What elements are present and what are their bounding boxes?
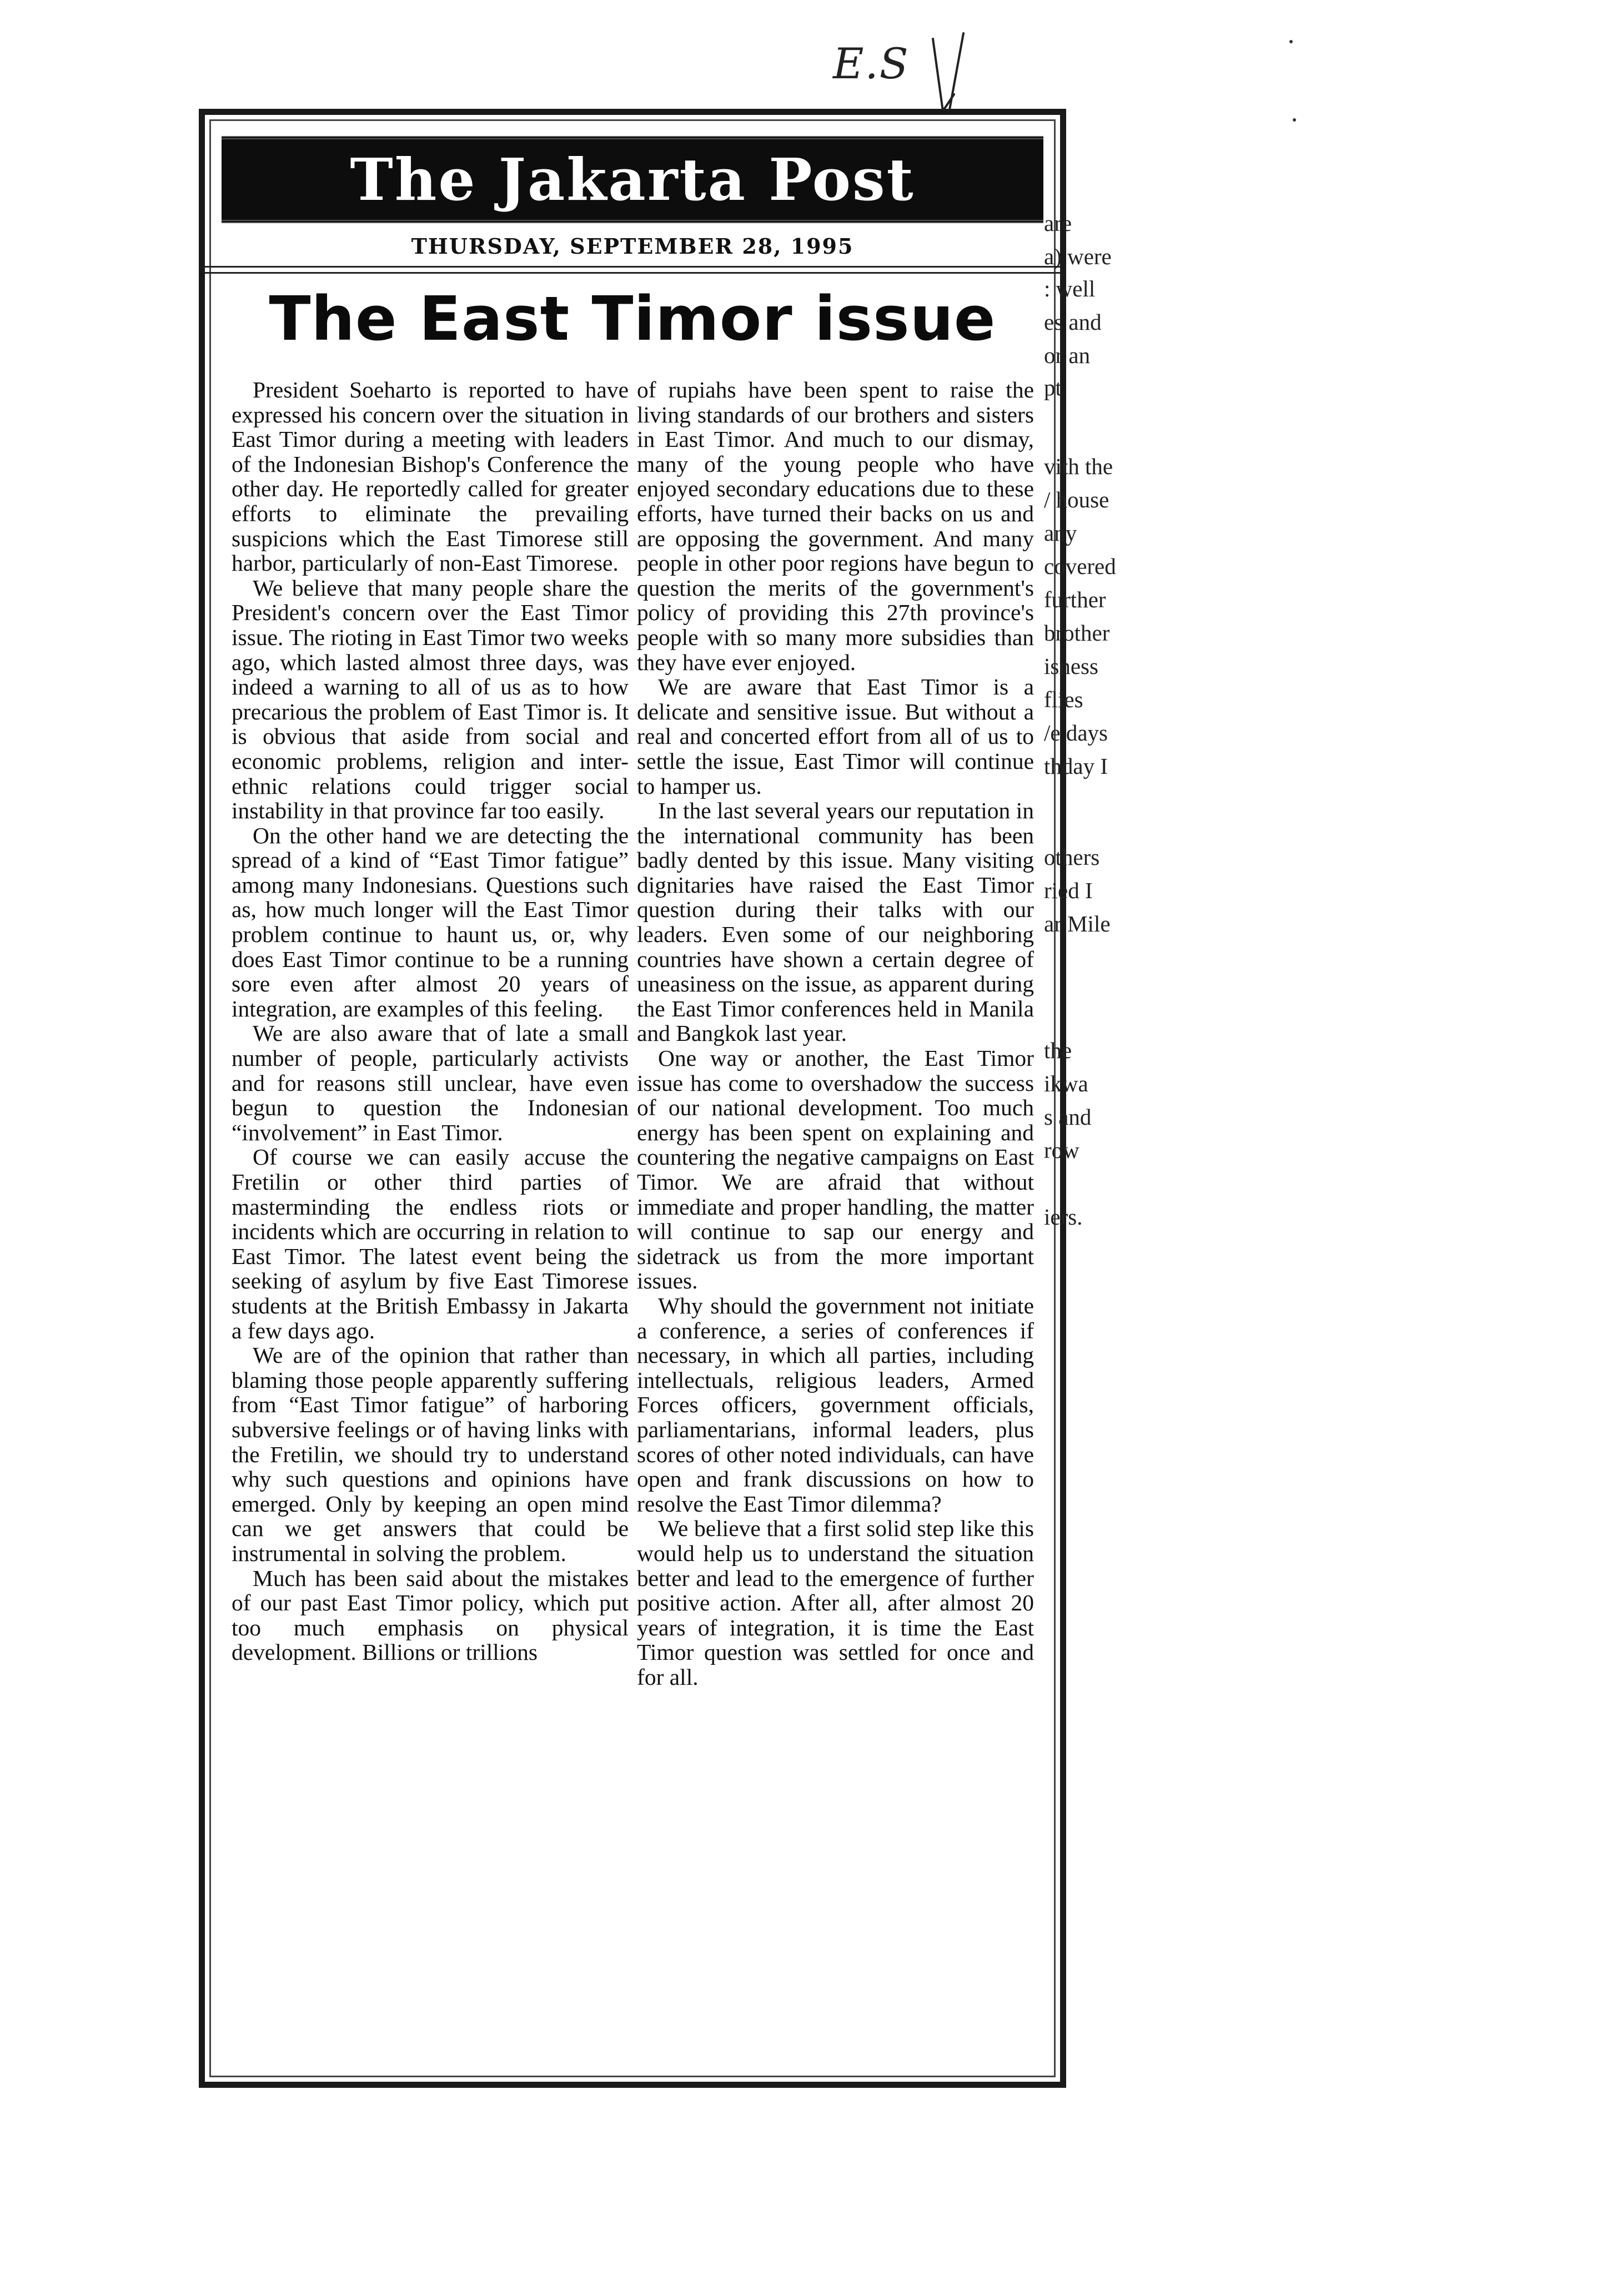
fragment-line: brother xyxy=(1044,620,1110,646)
fragment-line: covered xyxy=(1044,553,1116,579)
fragment-line: ried I xyxy=(1044,878,1093,903)
paragraph: We believe that many people share the President's concern over the East Timor issue. The rioting in East Timor two weeks ago, which lasted almost three days, was indeed a warning to all of us as to how precarious the problem of East Timor is. It is obvious that aside from social and economic problems, religion and inter-ethnic relations could trigger social instability in that province far too easily. xyxy=(232,575,629,824)
article-left-column xyxy=(232,377,629,1665)
article-right-column xyxy=(637,377,1034,1689)
fragment-line: /e days xyxy=(1044,720,1108,746)
paragraph: Why should the government not initiate a conference, a series of conferences if necessary, in which all parties, including intellectuals, religious leaders, Armed Forces officers, government officials, parliamentarians, informal leaders, plus scores of other noted individuals, can have open and frank discussions on how to resolve the East Timor dilemma? xyxy=(637,1292,1034,1517)
paragraph: On the other hand we are detecting the spread of a kind of “East Timor fatigue” among many Indonesians. Questions such as, how much longer will the East Timor problem continue to haunt us, or, why does East Timor continue to be a running sore even after almost 20 years of integration, are examples of this feeling. xyxy=(232,822,629,1021)
fragment-line: s and xyxy=(1044,1104,1092,1130)
scan-speck xyxy=(1293,118,1296,122)
annotation-initials: E.S xyxy=(833,39,910,88)
fragment-line: vith the xyxy=(1044,454,1113,479)
fragment-line: any xyxy=(1044,520,1077,546)
fragment-line: a) were xyxy=(1044,244,1112,269)
fragment-line: are xyxy=(1044,210,1072,236)
paragraph: Much has been said about the mistakes of our past East Timor policy, which put too much emphasis on physical development. Billions or trillions xyxy=(232,1565,629,1665)
paragraph: We are aware that East Timor is a delicate and sensitive issue. But without a real and concerted effort from all of us to settle the issue, East Timor will continue to hamper us. xyxy=(637,674,1034,799)
fragment-line: : well xyxy=(1044,276,1096,301)
fragment-line: es and xyxy=(1044,309,1102,335)
fragment-line: isness xyxy=(1044,653,1098,679)
paragraph: In the last several years our reputation in the international community has been badly dented by this issue. Many visiting dignitaries have raised the East Timor question during their talks with our leaders. Even some of our neighboring countries have shown a certain degree of uneasiness on the issue, as apparent during the East Timor conferences held in Manila and Bangkok last year. xyxy=(637,798,1034,1046)
paragraph: We are also aware that of late a small number of people, particularly activists and for reasons still unclear, have even begun to question the Indonesian “involvement” in East Timor. xyxy=(232,1020,629,1145)
fragment-line: thday I xyxy=(1044,753,1108,779)
masthead xyxy=(222,136,1043,223)
paragraph: of rupiahs have been spent to raise the living standards of our brothers and sisters in East Timor. And much to our dismay, many of the young people who have enjoyed secondary educations due to these efforts, have turned their backs on us and are opposing the government. And many people in other poor regions have begun to question the merits of the government's policy of providing this 27th province's people with so many more subsidies than they have ever enjoyed. xyxy=(637,377,1034,675)
fragment-line: pt xyxy=(1044,375,1062,400)
article-headline: The East Timor issue xyxy=(269,283,996,354)
paragraph: One way or another, the East Timor issue has come to overshadow the success of our national development. Too much energy has been spent on explaining and countering the negative campaigns on East Timor. We are afraid that without immediate and proper handling, the matter will continue to sap our energy and sidetrack us from the more important issues. xyxy=(637,1045,1034,1294)
fragment-line: ikwa xyxy=(1044,1071,1088,1096)
fragment-line: iers. xyxy=(1044,1204,1083,1230)
masthead-title: The Jakarta Post xyxy=(350,145,915,214)
fragment-line: ar Mile xyxy=(1044,911,1111,936)
fragment-line: others xyxy=(1044,844,1100,870)
newspaper-clipping xyxy=(199,109,1066,2088)
masthead-date: THURSDAY, SEPTEMBER 28, 1995 xyxy=(411,234,854,259)
paragraph: We are of the opinion that rather than blaming those people apparently suffering from “East Timor fatigue” of harboring subversive feelings or of having links with the Fretilin, we should try to understand why such questions and opinions have emerged. Only by keeping an open mind can we get answers that could be instrumental in solving the problem. xyxy=(232,1342,629,1566)
paragraph: President Soeharto is reported to have expressed his concern over the situation in East Timor during a meeting with leaders of the Indonesian Bishop's Conference the other day. He reportedly called for greater efforts to eliminate the prevailing suspicions which the East Timorese still harbor, particularly of non-East Timorese. xyxy=(232,377,629,576)
paragraph: Of course we can easily accuse the Fretilin or other third parties of masterminding the endless riots or incidents which are occurring in relation to East Timor. The latest event being the seeking of asylum by five East Timorese students at the British Embassy in Jakarta a few days ago. xyxy=(232,1144,629,1343)
fragment-line: or an xyxy=(1044,343,1091,368)
fragment-line: further xyxy=(1044,587,1106,612)
fragment-line: / house xyxy=(1044,487,1109,512)
scan-speck xyxy=(1289,40,1293,43)
fragment-line: flies xyxy=(1044,687,1083,712)
paragraph: We believe that a first solid step like this would help us to understand the situation better and lead to the emergence of further positive action. After all, after almost 20 years of integration, it is time the East Timor question was settled for once and for all. xyxy=(637,1515,1034,1690)
fragment-line: row xyxy=(1044,1137,1079,1163)
header-rule xyxy=(205,266,1060,274)
fragment-line: the xyxy=(1044,1038,1072,1063)
